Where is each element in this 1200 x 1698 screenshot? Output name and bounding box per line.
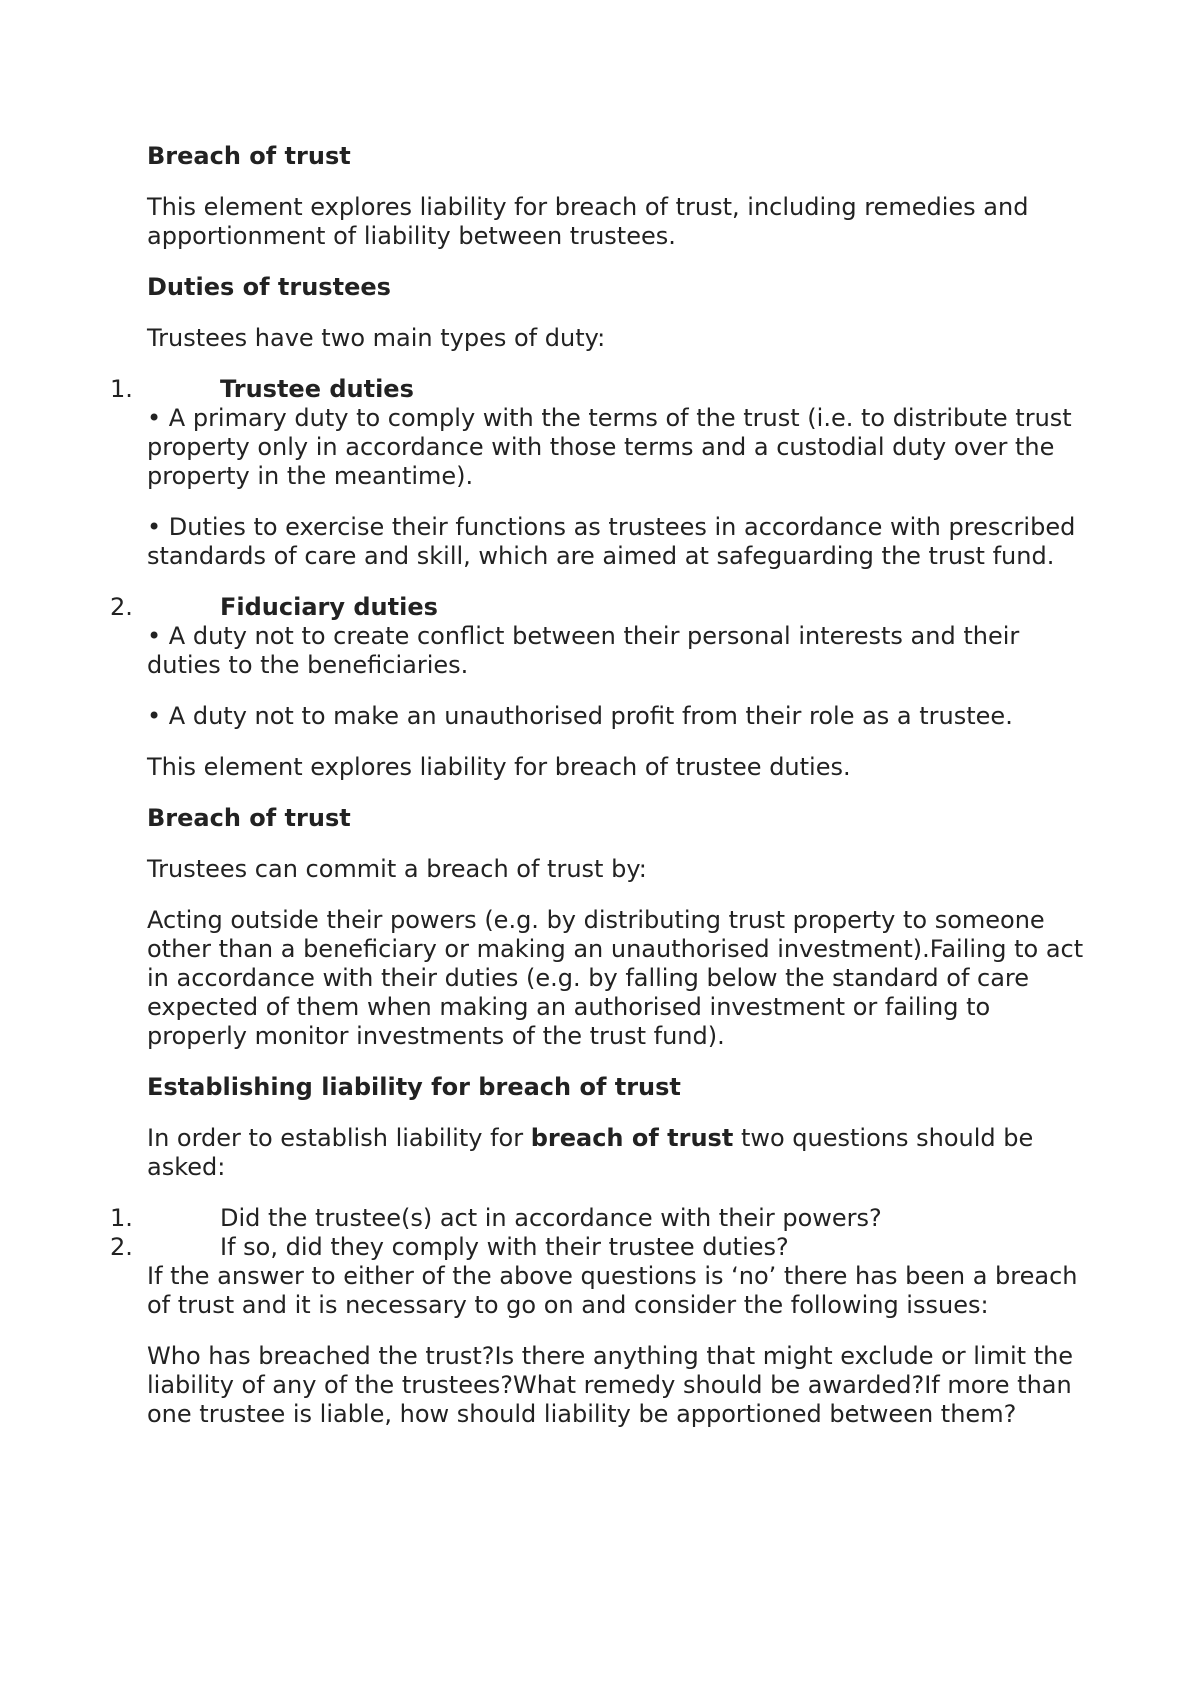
question-text: Did the trustee(s) act in accordance with their powers? (220, 1204, 882, 1232)
list-number: 1. (110, 1204, 133, 1232)
intro-paragraph: This element explores liability for breach of trust, including remedies and apportionment of liability between trustees. (147, 193, 1029, 250)
issues-text: Who has breached the trust?Is there anything that might exclude or limit the liability of any of the trustees?What remedy should be awarded?If more than one trustee is liable, how should liability be apportioned between them? (147, 1342, 1074, 1428)
duty-bullet: • Duties to exercise their functions as trustees in accordance with prescribed standards of care and skill, which are aimed at safeguarding the trust fund. (147, 513, 1076, 570)
breach-intro: Trustees can commit a breach of trust by: (147, 855, 647, 883)
liability-intro-post: two questions should be asked: (147, 1124, 1034, 1181)
list-number: 2. (110, 1233, 133, 1261)
liability-intro-pre: In order to establish liability for (147, 1124, 531, 1152)
breach-text: Acting outside their powers (e.g. by distributing trust property to someone other than a beneficiary or making an unauthorised investment).Failing to act in accordance with their duties (e.g. by falling below the standard of care expected of them when making an authorised investment or failing to properly monitor investments of the trust fund). (147, 906, 1084, 1050)
question-item (110, 1204, 1087, 1233)
breach-heading: Breach of trust (147, 804, 351, 832)
duty-bullet: • A duty not to create conflict between their personal interests and their duties to the beneficiaries. (147, 622, 1020, 679)
liability-intro-bold: breach of trust (530, 1124, 734, 1152)
document-title: Breach of trust (147, 142, 351, 170)
duties-intro: Trustees have two main types of duty: (147, 324, 606, 352)
answer-text: If the answer to either of the above questions is ‘no’ there has been a breach of trust and it is necessary to go on and consider the following issues: (147, 1262, 1078, 1319)
duty-item-fiduciary (110, 593, 1087, 622)
list-number: 1. (110, 375, 133, 403)
duty-title: Trustee duties (220, 375, 414, 403)
list-number: 2. (110, 593, 133, 621)
duty-item-trustee (110, 375, 1087, 404)
liability-heading: Establishing liability for breach of trust (147, 1073, 681, 1101)
liability-intro (147, 1124, 1087, 1182)
duties-summary: This element explores liability for breach of trustee duties. (147, 753, 851, 781)
question-item (110, 1233, 1087, 1262)
duty-bullet: • A duty not to make an unauthorised profit from their role as a trustee. (147, 702, 1013, 730)
document-page (110, 142, 1087, 1451)
duty-title: Fiduciary duties (220, 593, 438, 621)
duty-bullet: • A primary duty to comply with the terms of the trust (i.e. to distribute trust property only in accordance with those terms and a custodial duty over the property in the meantime). (147, 404, 1072, 490)
question-text: If so, did they comply with their trustee duties? (220, 1233, 789, 1261)
duties-heading: Duties of trustees (147, 273, 391, 301)
